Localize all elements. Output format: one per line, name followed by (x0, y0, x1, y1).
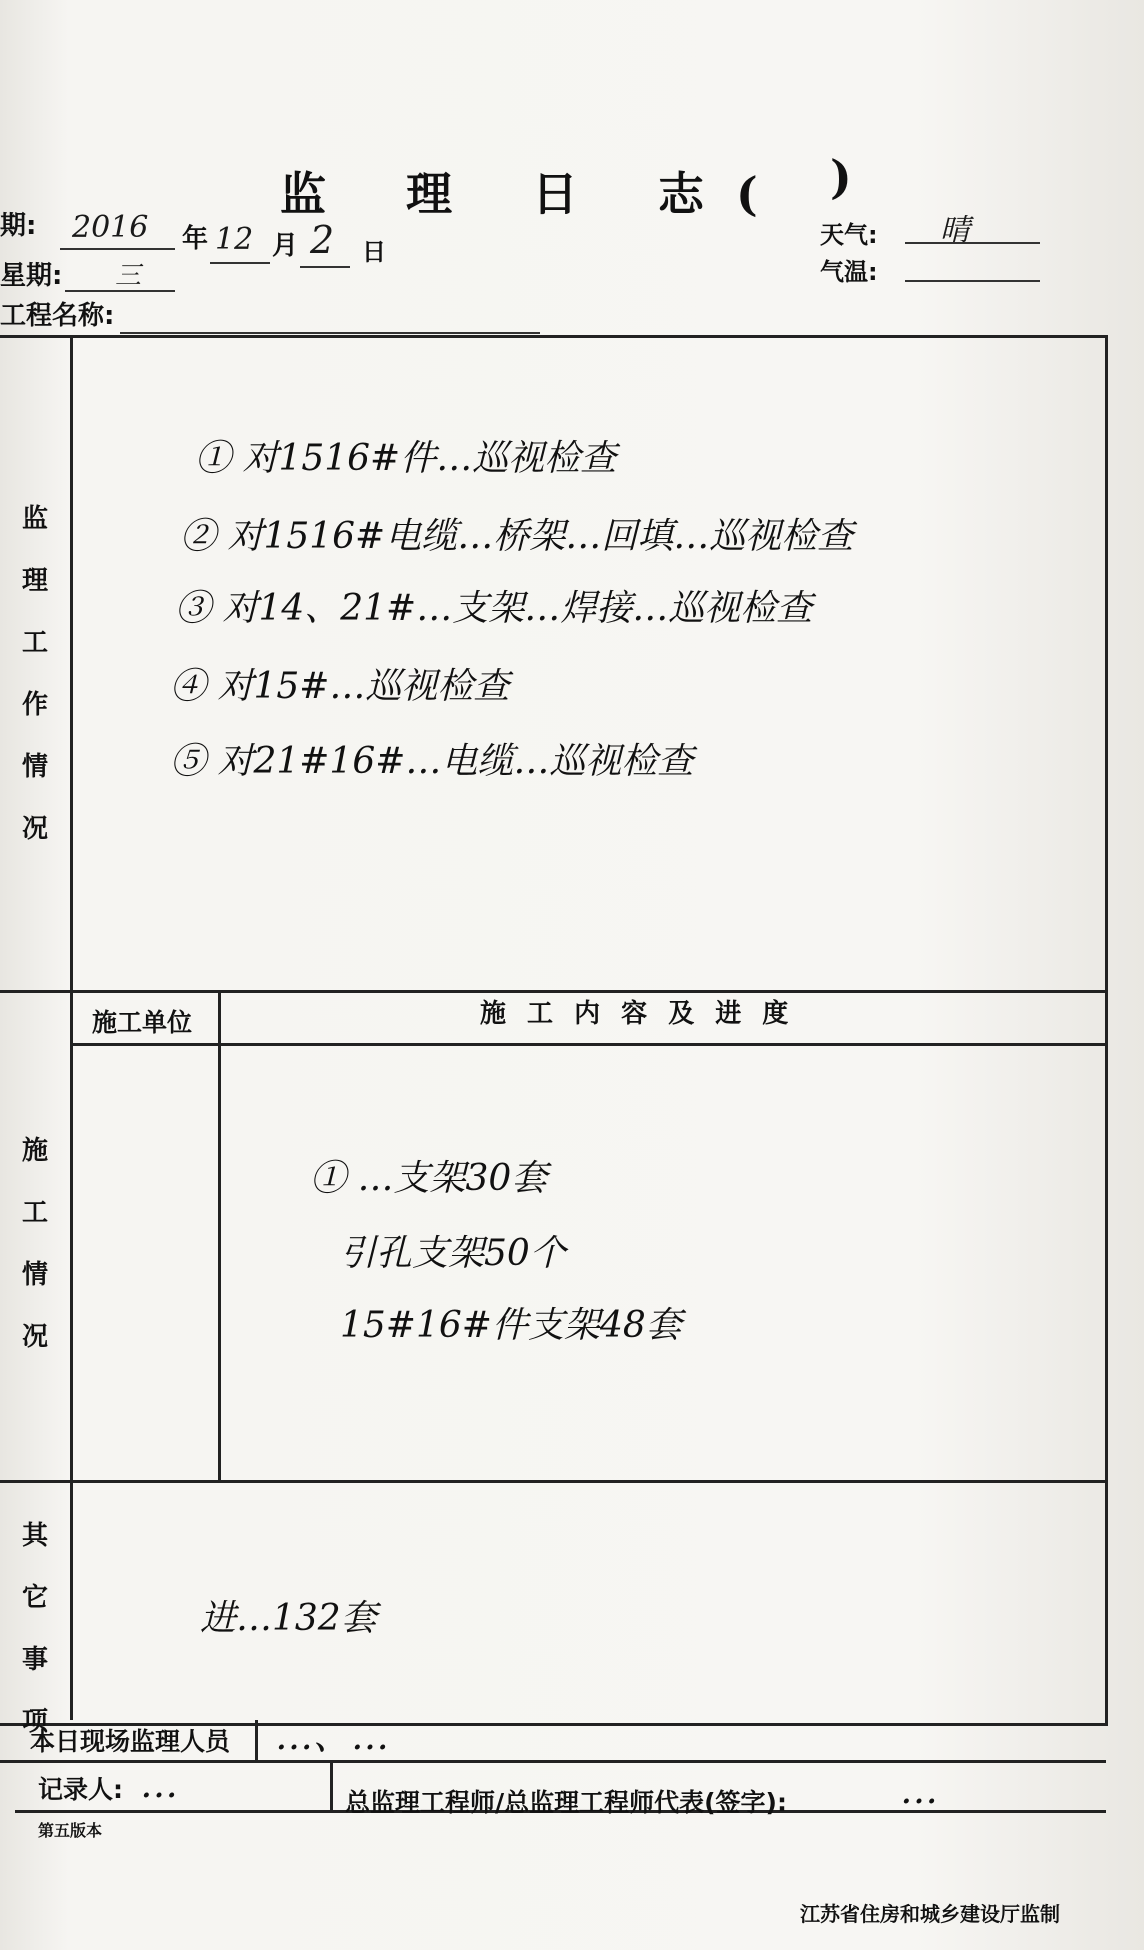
date-day-suffix: 日 (362, 238, 386, 266)
date-month-value: 12 (215, 222, 254, 257)
staff-row-divider (255, 1720, 258, 1760)
chief-engineer-label: 总监理工程师/总监理工程师代表(签字): (345, 1788, 787, 1817)
construction-unit-header: 施工单位 (92, 1008, 193, 1037)
temperature-underline (905, 280, 1040, 282)
supervision-item: ⑤ 对21#16#…电缆…巡视检查 (170, 741, 694, 782)
date-month-suffix: 月 (272, 231, 299, 261)
issuer-note: 江苏省住房和城乡建设厅监制 (800, 1902, 1060, 1926)
page-title: 监 理 日 志( (280, 167, 790, 221)
supervision-item: ③ 对14、21#…支架…焊接…巡视检查 (175, 588, 813, 629)
construction-item: 15#16#件支架48套 (340, 1305, 682, 1346)
other-matters-text: 进…132套 (200, 1598, 377, 1639)
weekday-label: 星期: (0, 261, 63, 291)
construction-unit-divider (218, 990, 221, 1480)
recorder-signature: … (140, 1762, 178, 1806)
construction-header-bottom (70, 1043, 1106, 1046)
weekday-underline (65, 290, 175, 292)
date-month-underline (210, 262, 270, 264)
supervision-section-label: 监 理 工 作 情 况 (21, 504, 48, 844)
date-day-underline (300, 266, 350, 268)
weekday-value: 三 (115, 261, 142, 291)
weather-value: 晴 (940, 213, 970, 248)
title-paren-close: ) (830, 150, 852, 204)
staff-signature: …、… (275, 1714, 390, 1758)
construction-content-header: 施 工 内 容 及 进 度 (480, 999, 795, 1029)
construction-section-bottom (0, 1480, 1106, 1483)
construction-section-label: 施 工 情 况 (21, 1136, 48, 1352)
construction-item: 引孔支架50个 (340, 1233, 566, 1274)
supervision-item: ① 对1516#件…巡视检查 (195, 438, 617, 479)
date-year-underline (60, 248, 175, 250)
recorder-row-divider (330, 1760, 333, 1810)
staff-label: 本日现场监理人员 (30, 1727, 231, 1756)
construction-item: ① …支架30套 (310, 1158, 548, 1199)
date-label: 期: (0, 211, 37, 241)
edition-note: 第五版本 (38, 1821, 103, 1840)
other-section-label: 其 它 事 项 (21, 1521, 48, 1737)
recorder-label: 记录人: (38, 1775, 123, 1804)
weather-underline (905, 242, 1040, 244)
date-year-suffix: 年 (182, 224, 209, 254)
date-day-value: 2 (310, 218, 335, 262)
date-year-value: 2016 (72, 210, 149, 245)
label-column-divider (70, 338, 73, 1720)
project-name-label: 工程名称: (0, 301, 115, 331)
temperature-label: 气温: (820, 258, 878, 286)
project-name-underline (120, 332, 540, 334)
supervision-item: ② 对1516#电缆…桥架…回填…巡视检查 (180, 516, 854, 557)
weather-label: 天气: (820, 221, 878, 249)
chief-engineer-signature: … (900, 1768, 938, 1812)
supervision-item: ④ 对15#…巡视检查 (170, 666, 510, 707)
